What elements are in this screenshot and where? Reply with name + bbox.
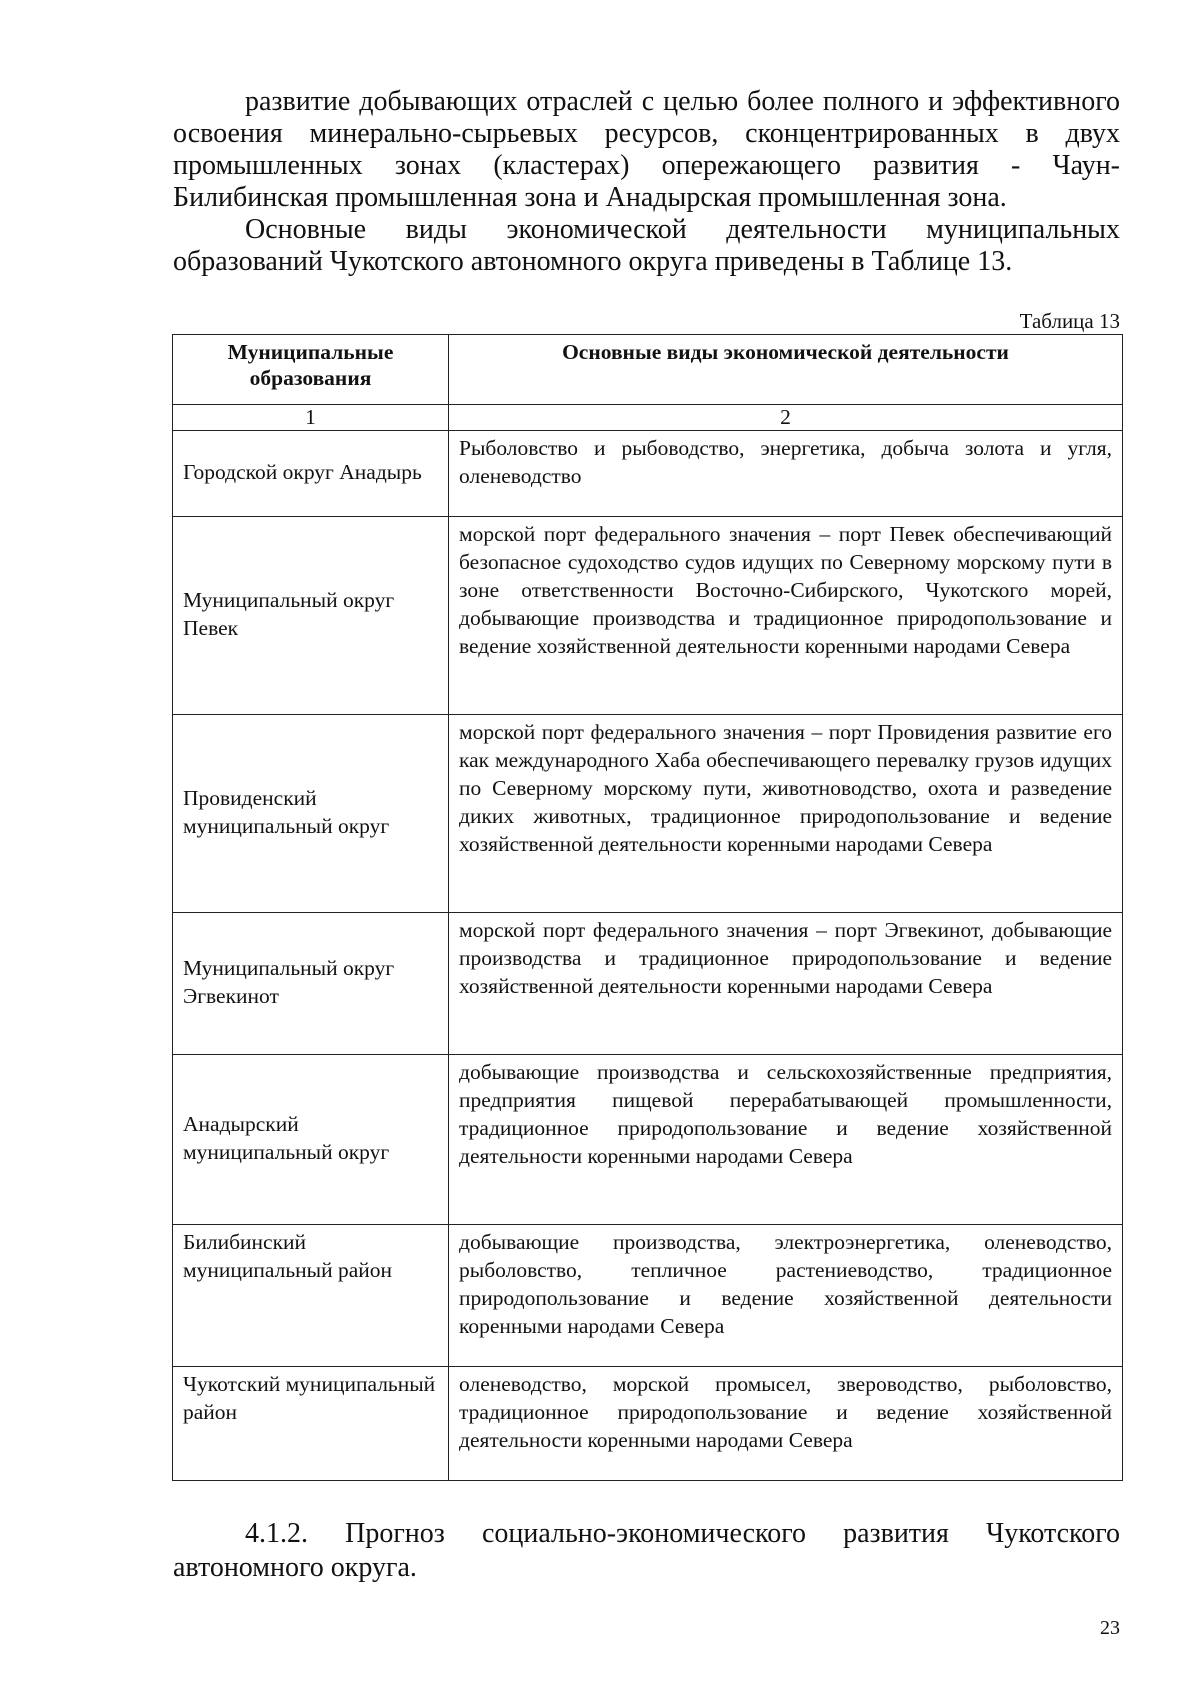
column-number-row — [173, 405, 1123, 431]
header-municipality: Муниципальные образования — [173, 335, 449, 405]
section-heading-word: Чукотского — [986, 1518, 1120, 1549]
section-heading-line-2: автономного округа. — [173, 1552, 417, 1583]
section-heading-line-1 — [173, 1517, 1120, 1551]
section-heading-word: Прогноз — [345, 1518, 445, 1549]
activities-cell: добывающие производства и сельскохозяйственные предприятия, предприятия пищевой перерабатывающей промышленности, традиционное природопользование и ведение хозяйственной деятельности коренными народами Севера — [449, 1055, 1123, 1225]
table-row — [173, 715, 1123, 913]
intro-paragraph-2: Основные виды экономической деятельности муниципальных образований Чукотского автономного округа приведены в Таблице 13. — [173, 214, 1120, 277]
section-heading — [173, 1517, 1120, 1585]
table-header-row — [173, 335, 1123, 405]
header-activities: Основные виды экономической деятельности — [449, 335, 1123, 405]
table-row — [173, 1367, 1123, 1481]
table-row — [173, 517, 1123, 715]
municipality-cell: Провиденский муниципальный округ — [173, 715, 449, 913]
activities-cell: морской порт федерального значения – порт Певек обеспечивающий безопасное судоходство судов идущих по Северному морскому пути в зоне ответственности Восточно-Сибирского, Чукотского морей, добывающие производства и традиционное природопользование и ведение хозяйственной деятельности коренными народами Севера — [449, 517, 1123, 715]
table-row — [173, 431, 1123, 517]
table-caption: Таблица 13 — [1019, 309, 1120, 333]
activities-cell: Рыболовство и рыбоводство, энергетика, добыча золота и угля, оленеводство — [449, 431, 1123, 517]
municipality-cell: Муниципальный округ Эгвекинот — [173, 913, 449, 1055]
activities-cell: добывающие производства, электроэнергетика, оленеводство, рыболовство, тепличное растениеводство, традиционное природопользование и ведение хозяйственной деятельности коренными народами Севера — [449, 1225, 1123, 1367]
column-number: 2 — [449, 405, 1123, 431]
section-number: 4.1.2. — [245, 1518, 308, 1549]
table-row — [173, 1055, 1123, 1225]
table-row — [173, 1225, 1123, 1367]
municipal-activities-table — [172, 334, 1123, 1481]
activities-cell: морской порт федерального значения – порт Эгвекинот, добывающие производства и традиционное природопользование и ведение хозяйственной деятельности коренными народами Севера — [449, 913, 1123, 1055]
activities-cell: морской порт федерального значения – порт Провидения развитие его как международного Хаба обеспечивающего перевалку грузов идущих по Северному морскому пути, животноводство, охота и разведение диких животных, традиционное природопользование и ведение хозяйственной деятельности коренными народами Севера — [449, 715, 1123, 913]
column-number: 1 — [173, 405, 449, 431]
activities-cell: оленеводство, морской промысел, звероводство, рыболовство, традиционное природопользование и ведение хозяйственной деятельности коренными народами Севера — [449, 1367, 1123, 1481]
municipality-cell: Чукотский муниципальный район — [173, 1367, 449, 1481]
section-heading-word: развития — [843, 1518, 949, 1549]
municipality-cell: Билибинский муниципальный район — [173, 1225, 449, 1367]
section-heading-word: социально-экономического — [481, 1518, 807, 1549]
page-number: 23 — [1100, 1617, 1120, 1639]
municipality-cell: Анадырский муниципальный округ — [173, 1055, 449, 1225]
intro-paragraph-1: развитие добывающих отраслей с целью более полного и эффективного освоения минерально-сырьевых ресурсов, сконцентрированных в двух промышленных зонах (кластерах) опережающего развития - Чаун-Билибинская промышленная зона и Анадырская промышленная зона. — [173, 86, 1120, 213]
municipality-cell: Муниципальный округ Певек — [173, 517, 449, 715]
municipality-cell: Городской округ Анадырь — [173, 431, 449, 517]
table-row — [173, 913, 1123, 1055]
